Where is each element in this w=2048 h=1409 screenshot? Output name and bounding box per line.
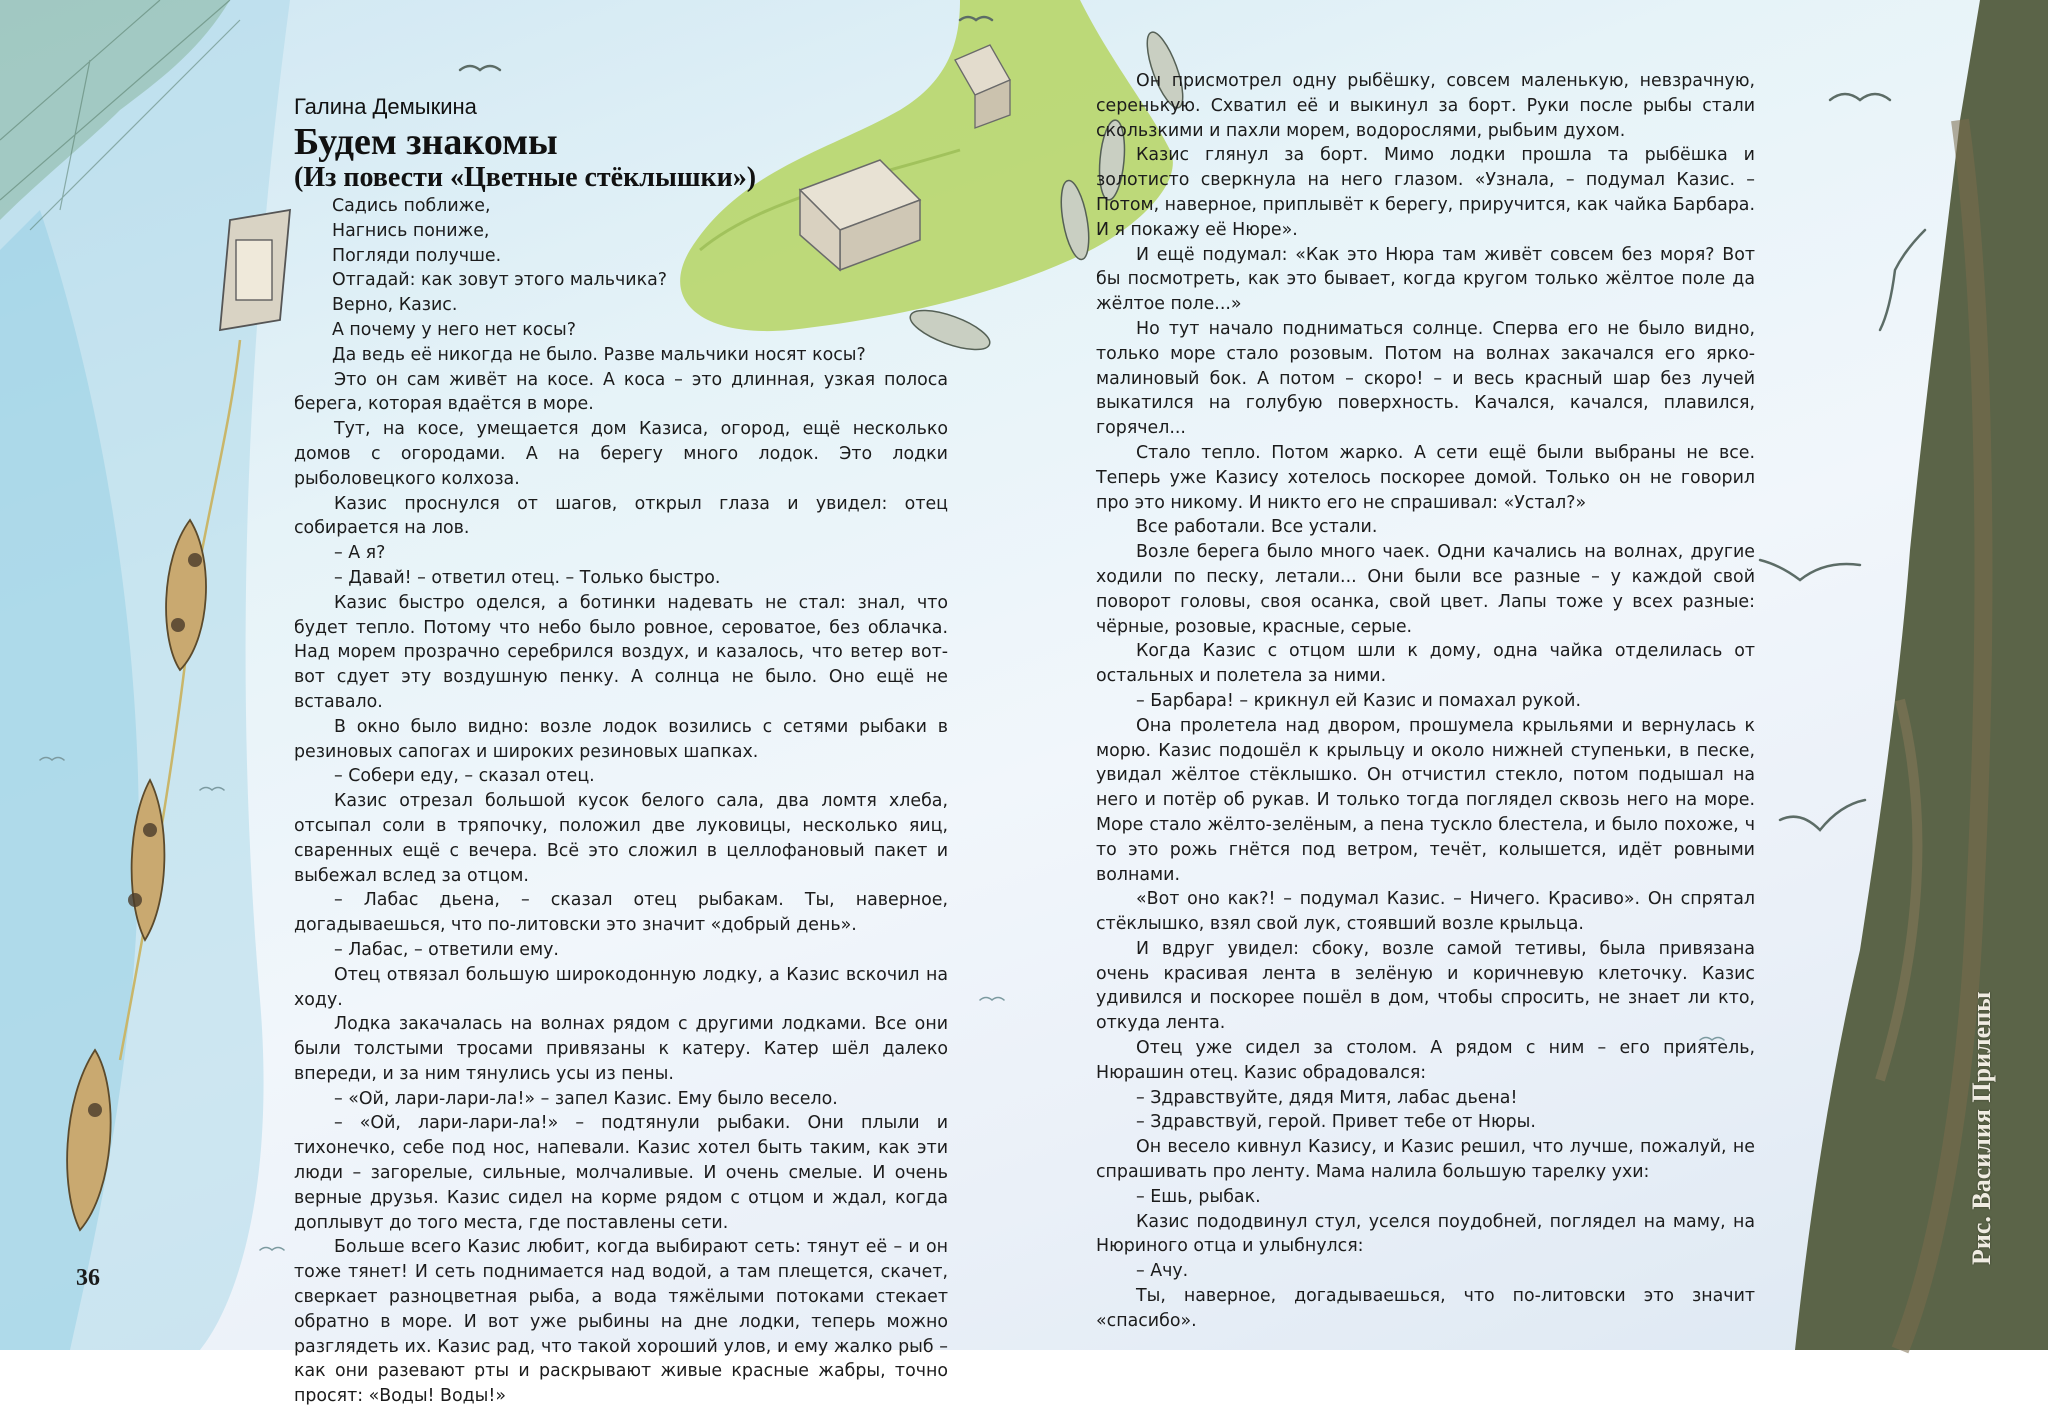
verse-line: А почему у него нет косы? — [332, 319, 576, 340]
verse-line: Верно, Казис. — [332, 295, 458, 316]
rocky-cliff — [1795, 0, 2048, 1350]
verse-line: Отгадай: как зовут этого мальчика? — [332, 270, 667, 291]
paragraph: В окно было видно: возле лодок возились с сетями рыбаки в резиновых сапогах и широких резиновых шапках. — [294, 716, 948, 762]
left-page-text — [294, 94, 948, 1409]
fishing-cutter-icon — [220, 210, 290, 330]
paragraph: Казис быстро оделся, а ботинки надевать не стал: знал, что будет тепло. Потому что небо было ровное, сероватое, без облачка. Над морем прозрачно серебрился воздух, и казалось, что ветер вот-вот сдует эту воздушную пенку. А солнца не было. Оно ещё не вставало. — [294, 592, 948, 712]
paragraph: Казис проснулся от шагов, открыл глаза и увидел: отец собирается на лов. — [294, 493, 948, 539]
paragraph: Он весело кивнул Казису, и Казис решил, что лучше, пожалуй, не спрашивать про ленту. Мама налила большую тарелку ухи: — [1096, 1137, 1755, 1183]
paragraph: Отец уже сидел за столом. А рядом с ним – его приятель, Нюрашин отец. Казис обрадовался: — [1096, 1038, 1755, 1083]
paragraph: «Вот оно как?! – подумал Казис. – Ничего. Красиво». Он спрятал стёклышко, взял свой лук, стоявший возле крыльца. — [1096, 889, 1755, 935]
paragraph: И вдруг увидел: сбоку, возле самой тетивы, была привязана очень красивая лента в зелёную и коричневую клеточку. Казис удивился и поскорее пошёл в дом, чтобы спросить, не знает ли кто, откуда лента. — [1096, 938, 1755, 1034]
paragraph: Она пролетела над двором, прошумела крыльями и вернулась к морю. Казис подошёл к крыльцу и около нижней ступеньки, в песке, увидал жёлтое стёклышко. Он отчистил стекло, потом подышал на него и потёр об рукав. И только тогда поглядел сквозь него на море. Море стало жёлто-зелёным, а пена тускло блестела, и было похоже, ч то это рожь гнётся под ветром, течёт, колышется, идёт ровными волнами. — [1096, 715, 1755, 885]
paragraph: Отец отвязал большую широкодонную лодку, а Казис вскочил на ходу. — [294, 964, 948, 1010]
paragraph: Казис пододвинул стул, уселся поудобней, поглядел на маму, на Нюриного отца и улыбнулся: — [1096, 1211, 1755, 1257]
paragraph: – Лабас, – ответили ему. — [334, 939, 559, 960]
paragraph: – Здравствуйте, дядя Митя, лабас дьена! — [1136, 1087, 1518, 1108]
verse-line: Погляди получше. — [332, 245, 502, 266]
paragraph: – Барбара! – крикнул ей Казис и помахал рукой. — [1136, 690, 1581, 711]
paragraph: Возле берега было много чаек. Одни качались на волнах, другие ходили по песку, летали... Они были все разные – у каждой свой поворот головы, своя осанка, свой цвет. Лапы тоже у всех разные: чёрные, розовые, красные, серые. — [1096, 542, 1755, 637]
illustration-credit: Рис. Василия Прилепы — [1967, 991, 1996, 1265]
story-title: Будем знакомы — [294, 121, 558, 163]
paragraph: Больше всего Казис любит, когда выбирают сеть: тянут её – и он тоже тянет! И сеть поднимается над водой, а там плещется, скачет, сверкает разноцветная рыба, а вода тяжёлыми потоками стекает обратно в море. И вот уже рыбины на дне лодки, теперь можно разглядеть их. Казис рад, что такой хороший улов, и ему жалко рыб – как они разевают рты и раскрывают живые красные жабры, точно просят: «Воды! Воды!» — [294, 1237, 948, 1407]
verse-line: Нагнись пониже, — [332, 220, 490, 241]
paragraph: – Ешь, рыбак. — [1136, 1186, 1261, 1207]
paragraph: Тут, на косе, умещается дом Казиса, огород, ещё несколько домов с огородами. А на берегу много лодок. Это лодки рыболовецкого колхоза. — [294, 419, 948, 489]
paragraph: – Давай! – ответил отец. – Только быстро. — [334, 567, 721, 588]
story-subtitle: (Из повести «Цветные стёклышки») — [294, 162, 757, 193]
paragraph: – А я? — [334, 543, 386, 564]
paragraph: Но тут начало подниматься солнце. Сперва его не было видно, только море стало розовым. Потом на волнах закачался его ярко-малиновый бок. А потом – скоро! – и весь красный шар без лучей выкатился на голубую поверхность. Качался, качался, плавился, горячел... — [1096, 318, 1755, 439]
paragraph: Казис глянул за борт. Мимо лодки прошла та рыбёшка и золотисто сверкнула на него глазом. «Узнала, – подумал Казис. – Потом, наверное, приплывёт к берегу, приручится, как чайка Барбара. И я покажу её Нюре». — [1096, 145, 1755, 240]
paragraph: Это он сам живёт на косе. А коса – это длинная, узкая полоса берега, которая вдаётся в море. — [294, 369, 948, 415]
opening-verses — [332, 194, 948, 368]
paragraph: Когда Казис с отцом шли к дому, одна чайка отделилась от остальных и полетела за ними. — [1096, 641, 1755, 687]
paragraph: – Лабас дьена, – сказал отец рыбакам. Ты, наверное, догадываешься, что по-литовски это значит «добрый день». — [294, 890, 948, 936]
paragraph: Казис отрезал большой кусок белого сала, два ломтя хлеба, отсыпал соли в тряпочку, положил две луковицы, несколько яиц, сваренных ещё с вечера. Всё это сложил в целлофановый пакет и выбежал вслед за отцом. — [294, 791, 948, 886]
page-number: 36 — [76, 1265, 100, 1291]
paragraph: И ещё подумал: «Как это Нюра там живёт совсем без моря? Вот бы посмотреть, как это бывает, когда кругом только жёлтое поле да жёлтое поле...» — [1096, 244, 1755, 315]
paragraph: Ты, наверное, догадываешься, что по-литовски это значит «спасибо». — [1096, 1286, 1755, 1331]
paragraph: – «Ой, лари-лари-ла!» – подтянули рыбаки. Они плыли и тихонечко, себе под нос, напевали. Казис хотел быть таким, как эти люди – загорелые, сильные, молчаливые. И очень смелые. И очень верные друзья. Казис сидел на корме рядом с отцом и ждал, когда доплывут до того места, где поставлены сети. — [294, 1113, 948, 1233]
paragraph: – Собери еду, – сказал отец. — [334, 766, 595, 787]
paragraph: – Здравствуй, герой. Привет тебе от Нюры. — [1136, 1112, 1536, 1133]
paragraph: Лодка закачалась на волнах рядом с другими лодками. Все они были толстыми тросами привязаны к катеру. Катер шёл далеко впереди, и за ним тянулись усы из пены. — [294, 1014, 948, 1084]
paragraph: – Ачу. — [1136, 1261, 1189, 1282]
author-name: Галина Демыкина — [294, 94, 477, 119]
paragraph: Все работали. Все устали. — [1136, 517, 1378, 538]
paragraph: Стало тепло. Потом жарко. А сети ещё были выбраны не все. Теперь уже Казису хотелось поскорее домой. Только он не говорил про это никому. И никто его не спрашивал: «Устал?» — [1096, 442, 1755, 513]
right-page-text — [1096, 69, 1755, 1334]
verse-line: Да ведь её никогда не было. Разве мальчики носят косы? — [332, 344, 866, 365]
paragraph: Он присмотрел одну рыбёшку, совсем маленькую, невзрачную, серенькую. Схватил её и выкинул за борт. Руки после рыбы стали скользкими и пахли морем, водорослями, рыбьим духом. — [1096, 71, 1755, 141]
paragraph: – «Ой, лари-лари-ла!» – запел Казис. Ему было весело. — [334, 1088, 838, 1109]
verse-line: Садись поближе, — [332, 196, 491, 216]
